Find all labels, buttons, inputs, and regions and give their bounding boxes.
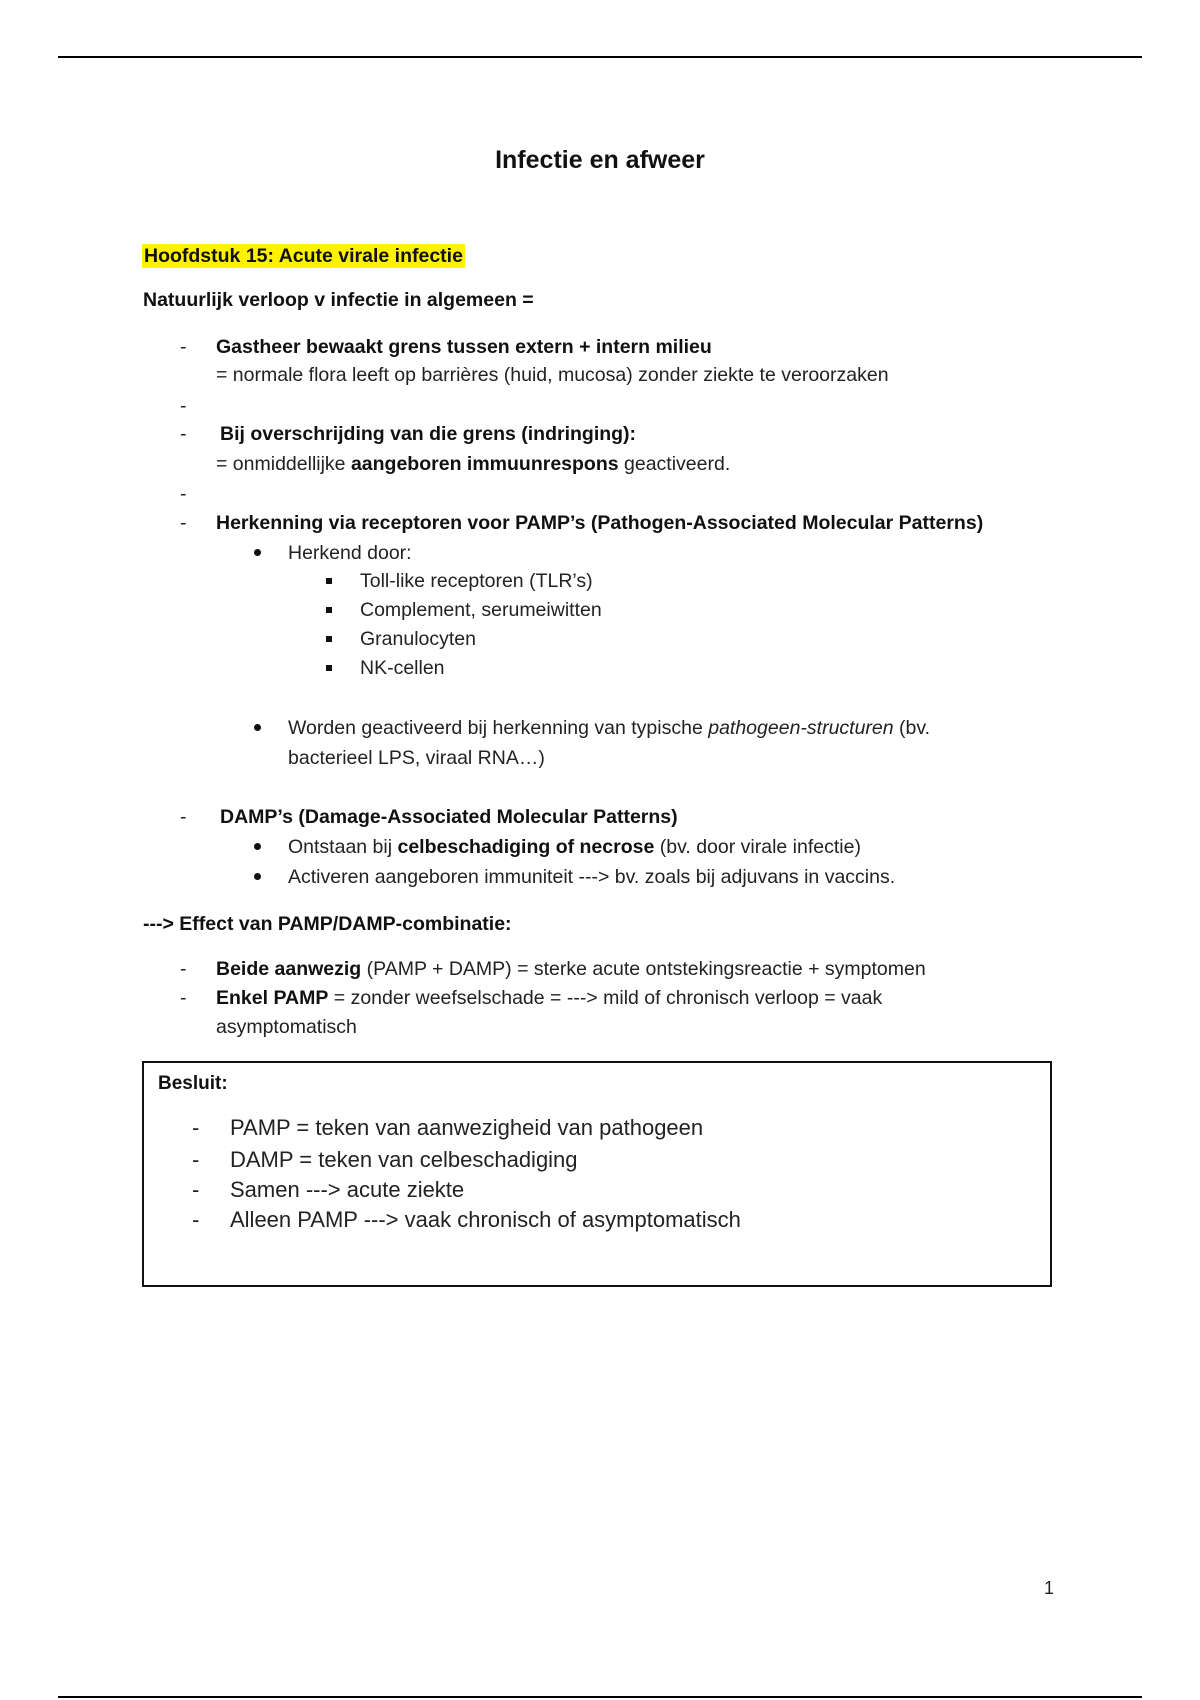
activation-text-italic: pathogeen-structuren [708, 717, 894, 739]
bottom-rule [58, 1696, 1142, 1698]
list-dash: - [192, 1177, 200, 1202]
point2-text-end: geactiveerd. [618, 453, 731, 475]
list-dash: - [180, 958, 187, 980]
list-dash: - [180, 483, 187, 505]
intro-text: Natuurlijk verloop v infectie in algemeen = [143, 289, 534, 311]
effect-item-1 [216, 957, 926, 981]
list-dash: - [192, 1147, 200, 1172]
list-dash: - [180, 512, 187, 534]
conclusion-item: DAMP = teken van celbeschadiging [230, 1147, 578, 1172]
top-rule [58, 56, 1142, 58]
point2-heading: Bij overschrijding van die grens (indringing): [220, 423, 637, 445]
effect-item-2-bold: Enkel PAMP [216, 987, 329, 1009]
bullet-square [326, 607, 332, 613]
bullet-dot [254, 873, 261, 880]
list-dash: - [180, 395, 187, 417]
conclusion-item: PAMP = teken van aanwezigheid van pathogeen [230, 1115, 704, 1140]
receptor-item: Complement, serumeiwitten [360, 599, 602, 621]
receptor-item: Toll-like receptoren (TLR’s) [360, 570, 593, 592]
activation-text-start: Worden geactiveerd bij herkenning van typische [288, 717, 709, 739]
point1-heading: Gastheer bewaakt grens tussen extern + intern milieu [216, 336, 712, 358]
list-dash: - [180, 987, 187, 1009]
conclusion-item: Samen ---> acute ziekte [230, 1177, 465, 1202]
point3-heading: Herkenning via receptoren voor PAMP’s (Pathogen-Associated Molecular Patterns) [216, 512, 984, 534]
list-dash: - [192, 1115, 200, 1140]
receptor-item: NK-cellen [360, 657, 445, 679]
effect-item-1-bold: Beide aanwezig [216, 958, 362, 980]
bullet-dot [254, 724, 261, 731]
damp-bullet-1-end: (bv. door virale infectie) [654, 836, 861, 858]
effect-item-1-text: (PAMP + DAMP) = sterke acute ontstekingsreactie + symptomen [361, 958, 926, 980]
list-dash: - [180, 336, 187, 358]
conclusion-heading: Besluit: [158, 1073, 228, 1094]
damp-bullet-1 [288, 835, 861, 859]
activation-text-line2: bacterieel LPS, viraal RNA…) [288, 747, 545, 769]
point2-text-start: = onmiddellijke [216, 453, 351, 475]
damp-bullet-1-bold: celbeschadiging of necrose [397, 836, 655, 858]
page-title: Infectie en afweer [495, 146, 705, 174]
activation-text-end: (bv. [893, 717, 931, 739]
conclusion-item: Alleen PAMP ---> vaak chronisch of asymptomatisch [230, 1207, 741, 1232]
recognized-by-label: Herkend door: [288, 542, 412, 564]
list-dash: - [180, 806, 187, 828]
chapter-heading-text: Hoofdstuk 15: Acute virale infectie [144, 245, 463, 267]
list-dash: - [192, 1207, 200, 1232]
bullet-dot [254, 549, 261, 556]
bullet-square [326, 636, 332, 642]
effect-item-2-text: = zonder weefselschade = ---> mild of chronisch verloop = vaak [328, 987, 883, 1009]
point2-text-bold: aangeboren immuunrespons [350, 453, 619, 475]
page-number: 1 [1044, 1578, 1055, 1598]
bullet-square [326, 665, 332, 671]
point2-text [216, 452, 730, 476]
chapter-heading [142, 244, 465, 268]
effect-item-2-line2: asymptomatisch [216, 1016, 357, 1038]
bullet-square [326, 578, 332, 584]
conclusion-box [142, 1061, 1052, 1287]
damp-bullet-1-start: Ontstaan bij [288, 836, 398, 858]
list-dash: - [180, 423, 187, 445]
effect-item-2 [216, 986, 882, 1010]
activation-text [288, 716, 930, 740]
point4-heading: DAMP’s (Damage-Associated Molecular Patterns) [220, 806, 678, 828]
point1-text: = normale flora leeft op barrières (huid, mucosa) zonder ziekte te veroorzaken [216, 364, 889, 386]
effect-heading: ---> Effect van PAMP/DAMP-combinatie: [143, 913, 512, 935]
receptor-item: Granulocyten [360, 628, 476, 650]
damp-bullet-2: Activeren aangeboren immuniteit ---> bv. zoals bij adjuvans in vaccins. [288, 866, 896, 888]
bullet-dot [254, 843, 261, 850]
